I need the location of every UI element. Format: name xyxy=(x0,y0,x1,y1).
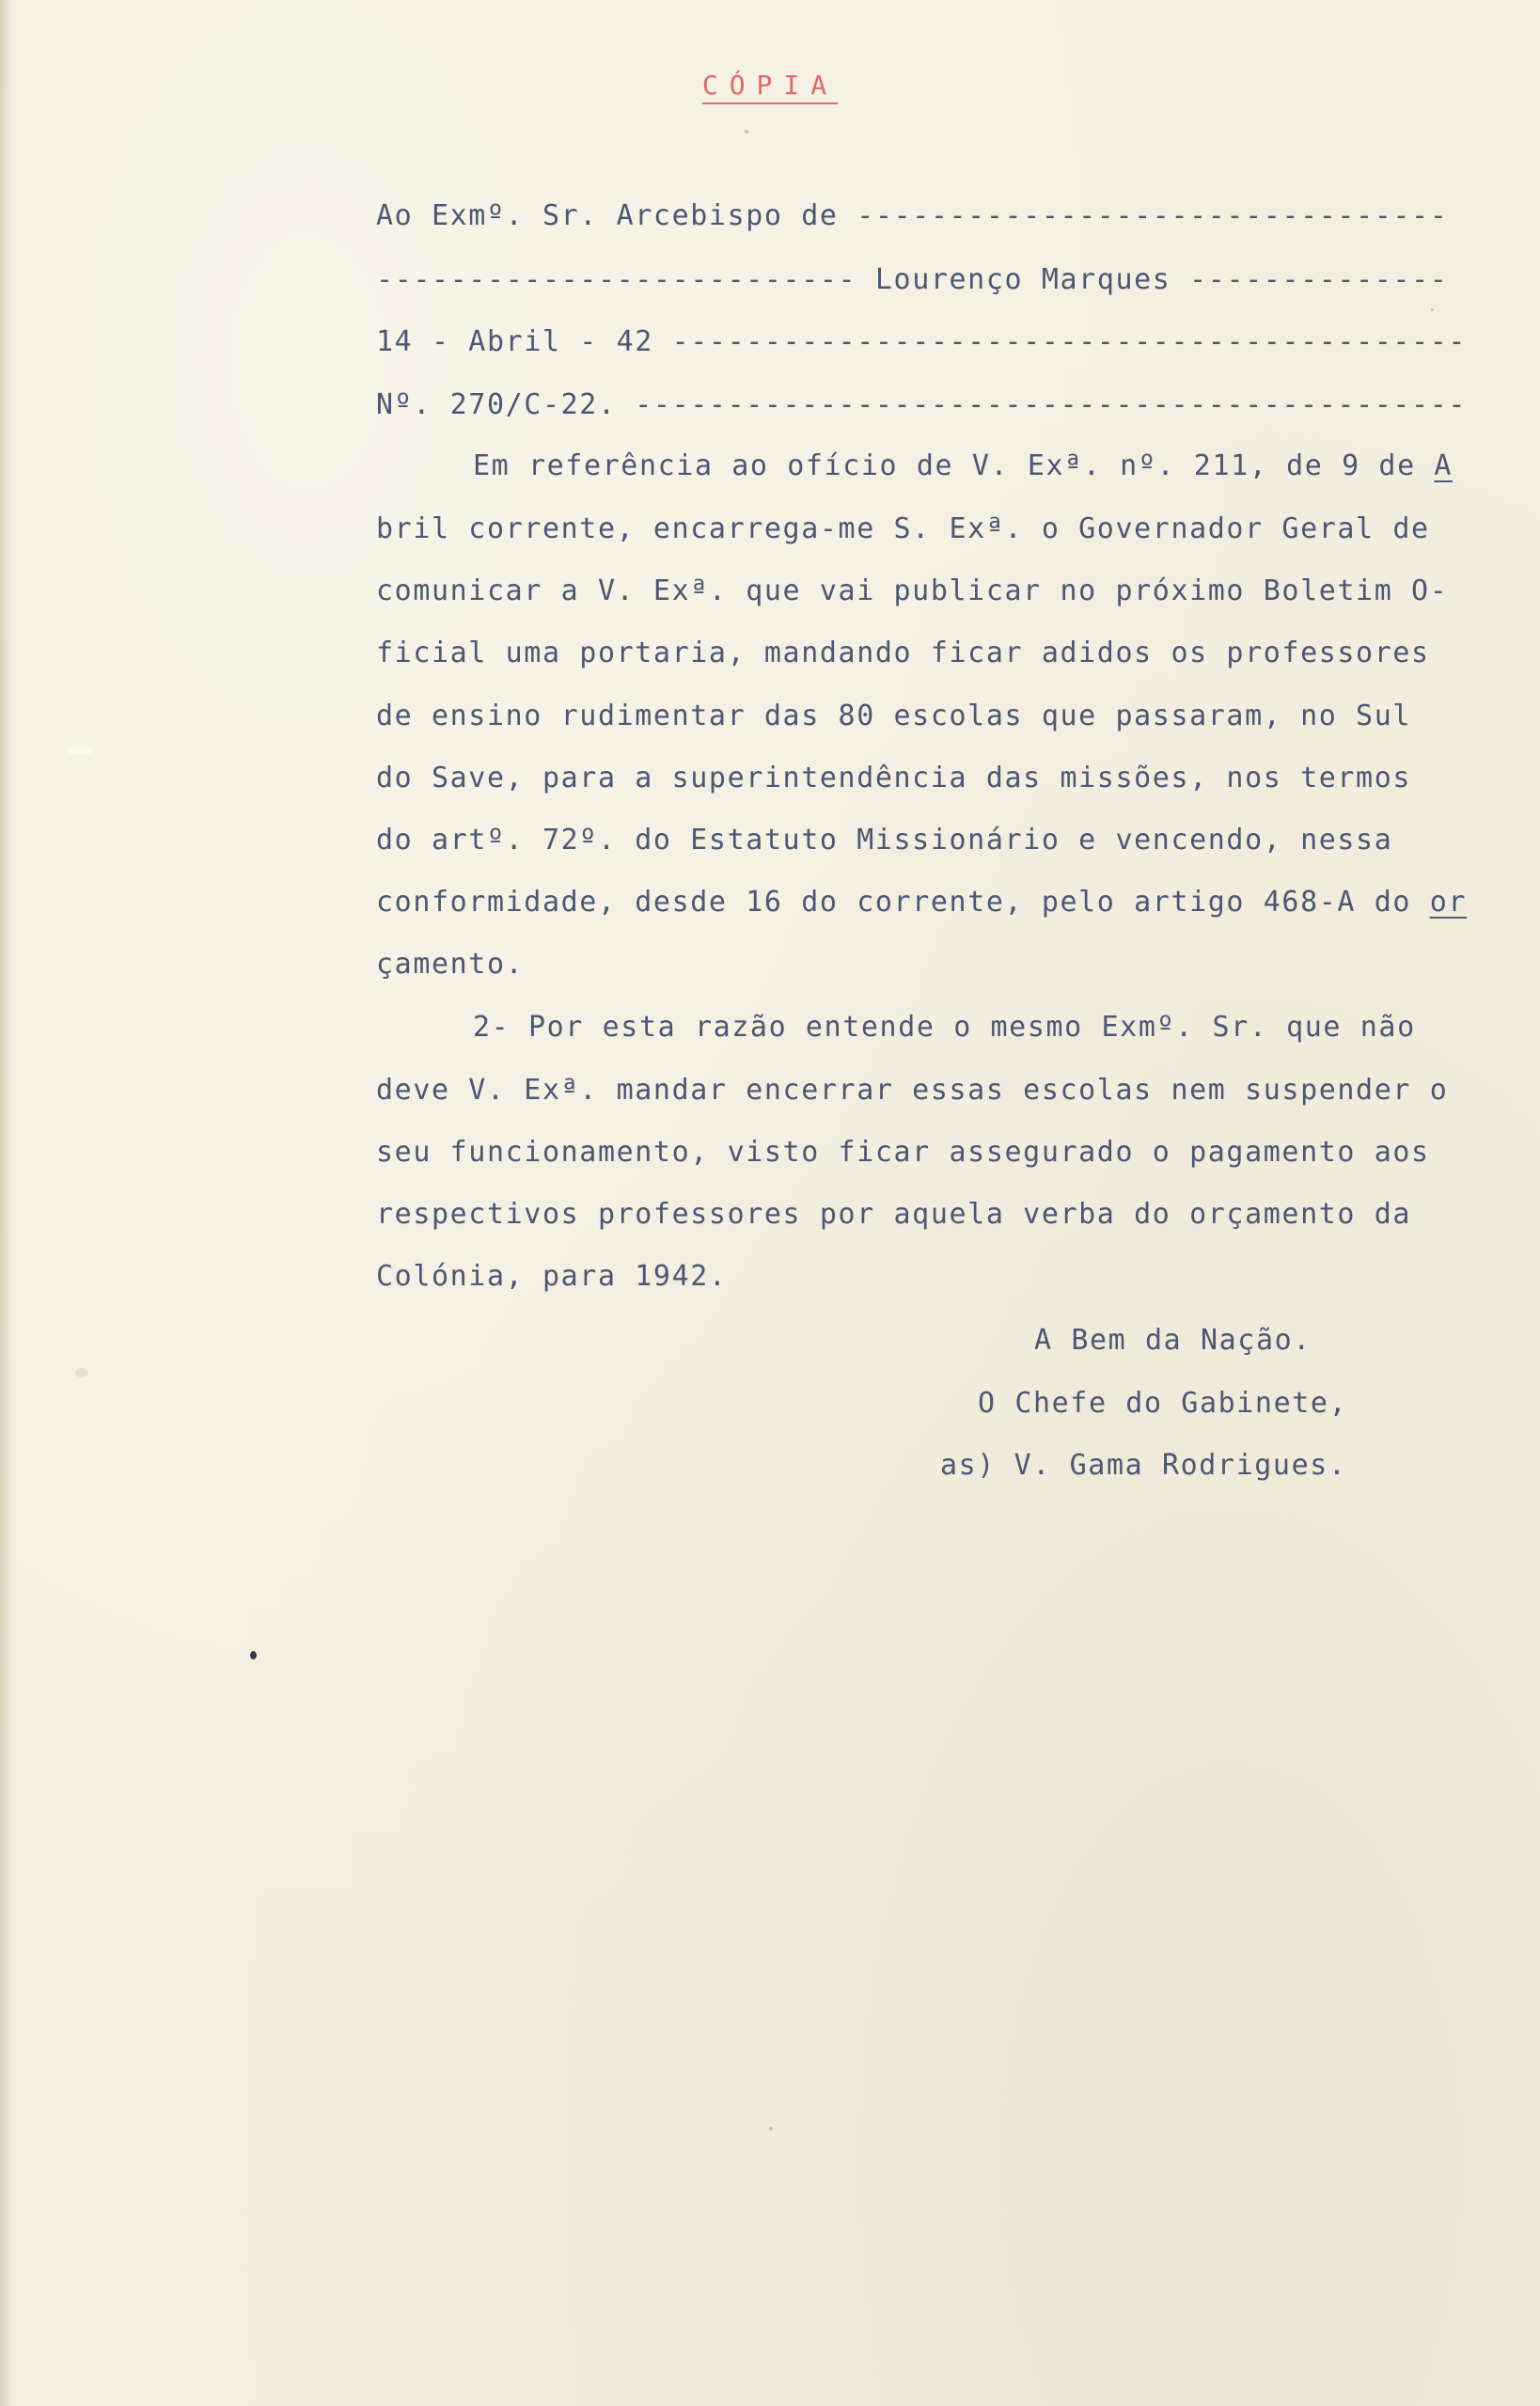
place-name: Lourenço Marques xyxy=(874,263,1171,296)
body-p1-line1 xyxy=(473,449,1453,482)
closing-role: O Chefe do Gabinete, xyxy=(978,1387,1348,1420)
paper-left-edge-shadow xyxy=(0,0,13,2406)
paper-crease-mark xyxy=(66,747,94,755)
date-text: 14 - Abril - 42 xyxy=(376,325,672,358)
header-line-place xyxy=(376,263,1448,296)
paper-speck xyxy=(769,2127,773,2131)
body-p2-line5: Colónia, para 1942. xyxy=(376,1260,728,1293)
body-p2-line1: 2- Por esta razão entende o mesmo Exmº. Sr. que não xyxy=(473,1011,1416,1044)
closing-salutation: A Bem da Nação. xyxy=(1034,1324,1312,1357)
body-p2-line4: respectivos professores por aquela verba do orçamento da xyxy=(376,1198,1412,1231)
place-dashes-trailing: -------------- xyxy=(1171,263,1449,296)
body-p1-line2: bril corrente, encarrega-me S. Exª. o Governador Geral de xyxy=(376,512,1430,545)
document-title-text: CÓPIA xyxy=(702,70,838,104)
paper-speck xyxy=(1431,308,1434,311)
body-text: conformidade, desde 16 do corrente, pelo artigo 468-A do xyxy=(376,886,1430,919)
body-p1-line6: do Save, para a superintendência das missões, nos termos xyxy=(376,762,1412,794)
body-p2-line2: deve V. Exª. mandar encerrar essas escolas nem suspender o xyxy=(376,1074,1449,1107)
place-dashes-leading: -------------------------- xyxy=(376,263,875,296)
date-dashes: ------------------------------------------- xyxy=(671,325,1468,358)
document-title xyxy=(0,70,1540,101)
body-text-underlined: A xyxy=(1434,449,1454,482)
closing-signature: as) V. Gama Rodrigues. xyxy=(940,1449,1347,1482)
reference-dashes: --------------------------------------------- xyxy=(635,388,1468,421)
header-line-addressee xyxy=(376,199,1448,232)
header-line-date xyxy=(376,325,1467,358)
addressee-dashes: -------------------------------- xyxy=(856,199,1449,232)
paper-speck xyxy=(745,130,748,134)
body-p1-line8 xyxy=(376,886,1467,919)
addressee-text: Ao Exmº. Sr. Arcebispo de xyxy=(376,199,857,232)
ink-dot-mark xyxy=(250,1651,257,1659)
body-p1-line5: de ensino rudimentar das 80 escolas que passaram, no Sul xyxy=(376,700,1412,732)
header-line-reference-number xyxy=(376,388,1467,421)
reference-number: Nº. 270/C-22. xyxy=(376,388,636,421)
paper-crease-mark xyxy=(75,1368,88,1377)
body-p1-line7: do artº. 72º. do Estatuto Missionário e vencendo, nessa xyxy=(376,824,1393,857)
body-p1-line4: ficial uma portaria, mandando ficar adidos os professores xyxy=(376,637,1430,669)
body-p1-line3: comunicar a V. Exª. que vai publicar no próximo Boletim O- xyxy=(376,574,1449,607)
body-text-underlined: or xyxy=(1429,886,1468,919)
body-p1-line9: çamento. xyxy=(376,948,525,981)
body-p2-line3: seu funcionamento, visto ficar assegurado o pagamento aos xyxy=(376,1136,1430,1169)
body-text: Em referência ao ofício de V. Exª. nº. 211, de 9 de xyxy=(473,449,1435,482)
